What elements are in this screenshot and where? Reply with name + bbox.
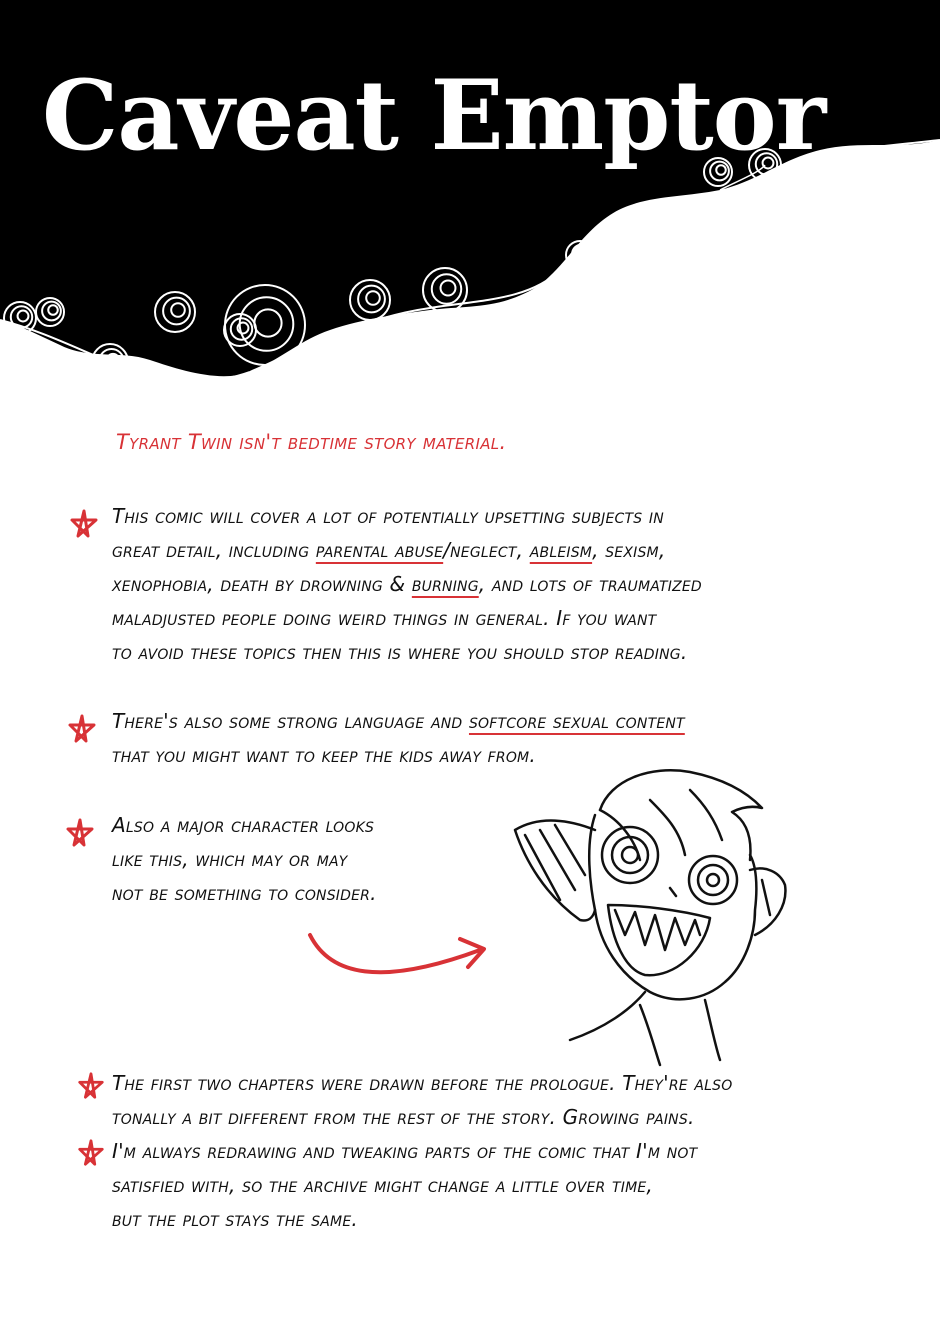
text-run: Also a major character looks xyxy=(112,813,375,837)
text-run: but the plot stays the same. xyxy=(112,1207,358,1231)
text-run: not be something to consider. xyxy=(112,881,377,905)
intro-text: Tyrant Twin isn't bedtime story material. xyxy=(116,430,507,454)
underlined-phrase: parental abuse xyxy=(315,538,444,562)
underlined-phrase: burning xyxy=(411,572,479,596)
text-run: , sexism, xyxy=(592,538,666,562)
item-line xyxy=(112,1168,697,1202)
text-run: satisfied with, so the archive might change a little over time, xyxy=(112,1173,653,1197)
scribbled-star-icon xyxy=(64,817,96,849)
scribbled-star-icon xyxy=(66,713,98,745)
item-line xyxy=(112,842,377,876)
text-run: I'm always redrawing and tweaking parts of the comic that I'm not xyxy=(112,1139,698,1163)
scribbled-star-icon xyxy=(76,1138,106,1168)
note-item-chapters xyxy=(112,1066,732,1134)
text-run: This comic will cover a lot of potentially upsetting subjects in xyxy=(112,504,664,528)
item-line xyxy=(112,1066,732,1100)
item-line xyxy=(112,635,702,669)
item-line xyxy=(112,499,702,533)
item-line xyxy=(112,808,377,842)
scribbled-star-icon xyxy=(68,508,100,540)
text-run: /neglect, xyxy=(443,538,530,562)
warning-item-content xyxy=(112,499,702,669)
text-run: There's also some strong language and xyxy=(112,709,469,733)
underlined-phrase: softcore sexual content xyxy=(468,709,685,733)
item-line xyxy=(112,1134,697,1168)
hand-drawn-arrow-icon xyxy=(300,925,500,995)
text-run: maladjusted people doing weird things in general. If you want xyxy=(112,606,657,630)
item-line xyxy=(112,533,702,567)
text-run: like this, which may or may xyxy=(112,847,348,871)
note-item-redrawing xyxy=(112,1134,697,1236)
text-run: great detail, including xyxy=(112,538,316,562)
text-run: tonally a bit different from the rest of the story. Growing pains. xyxy=(112,1105,695,1129)
text-run: xenophobia, death by drowning & xyxy=(112,572,412,596)
item-line xyxy=(112,876,377,910)
page-title: Caveat Emptor xyxy=(42,59,826,172)
text-run: The first two chapters were drawn before the prologue. They're also xyxy=(112,1071,733,1095)
scribbled-star-icon xyxy=(76,1071,106,1101)
character-sketch xyxy=(500,760,800,1070)
item-line xyxy=(112,567,702,601)
text-run: to avoid these topics then this is where you should stop reading. xyxy=(112,640,688,664)
text-run: that you might want to keep the kids away from. xyxy=(112,743,536,767)
warning-item-character xyxy=(112,808,377,910)
item-line xyxy=(112,1100,732,1134)
item-line xyxy=(112,1202,697,1236)
item-line xyxy=(112,601,702,635)
text-run: , and lots of traumatized xyxy=(478,572,702,596)
underlined-phrase: ableism xyxy=(529,538,593,562)
item-line xyxy=(112,704,685,738)
